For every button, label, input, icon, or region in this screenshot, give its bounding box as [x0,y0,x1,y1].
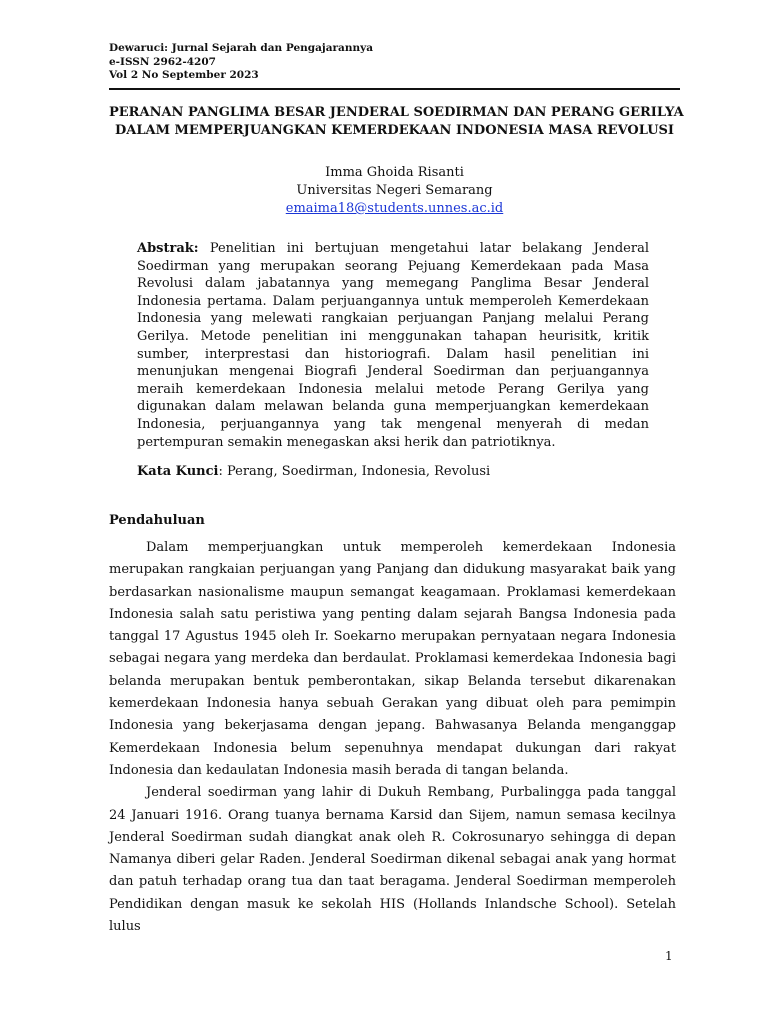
keywords-text: : Perang, Soedirman, Indonesia, Revolusi [218,464,491,479]
author-affiliation: Universitas Negeri Semarang [296,183,493,198]
keywords-label: Kata Kunci [137,464,219,479]
author-name: Imma Ghoida Risanti [325,165,464,180]
keywords [137,463,657,481]
journal-name: Dewaruci: Jurnal Sejarah dan Pengajarannya [109,42,374,54]
section-heading: Pendahuluan [109,513,205,528]
author-block [109,164,680,218]
author-email-link[interactable]: emaima18@students.unnes.ac.id [285,201,504,216]
paper-title [109,104,684,140]
journal-header [109,42,373,83]
paper-title-line-2: DALAM MEMPERJUANGKAN KEMERDEKAAN INDONESIA MASA REVOLUSI [115,123,674,138]
body-paragraph: Dalam memperjuangkan untuk memperoleh kemerdekaan Indonesia merupakan rangkaian perjuangan yang Panjang dan didukung masyarakat baik yang berdasarkan nasionalisme maupun semangat keagamaan. Proklamasi kemerdekaan Indonesia salah satu peristiwa yang penting dalam sejarah Bangsa Indonesia pada tanggal 17 Agustus 1945 oleh Ir. Soekarno merupakan pernyataan negara Indonesia sebagai negara yang merdeka dan berdaulat. Proklamasi kemerdekaa Indonesia bagi belanda merupakan bentuk pemberontakan, sikap Belanda tersebut dikarenakan kemerdekaan Indonesia hanya sebuah Gerakan yang dibuat oleh para pemimpin Indonesia yang bekerjasama dengan jepang. Bahwasanya Belanda menganggap Kemerdekaan Indonesia belum sepenuhnya mendapat dukungan dari rakyat Indonesia dan kedaulatan Indonesia masih berada di tangan belanda. [109,540,676,778]
section-body [109,537,676,938]
journal-volume: Vol 2 No September 2023 [109,69,259,81]
journal-issn: e-ISSN 2962-4207 [109,55,216,68]
paper-title-line-1: PERANAN PANGLIMA BESAR JENDERAL SOEDIRMAN DAN PERANG GERILYA [109,105,684,120]
abstract-text: Penelitian ini bertujuan mengetahui latar belakang Jenderal Soedirman yang merupakan seorang Pejuang Kemerdekaan pada Masa Revolusi dalam jabatannya yang memegang Panglima Besar Jenderal Indonesia pertama. Dalam perjuangannya untuk memperoleh Kemerdekaan Indonesia yang melewati rangkaian perjuangan Panjang melalui Perang Gerilya. Metode penelitian ini menggunakan tahapan heurisitk, kritik sumber, interprestasi dan historiografi. Dalam hasil penelitian ini menunjukan mengenai Biografi Jenderal Soedirman dan perjuangannya meraih kemerdekaan Indonesia melalui metode Perang Gerilya yang digunakan dalam melawan belanda guna memperjuangkan kemerdekaan Indonesia, perjuangannya yang tak mengenal menyerah di medan pertempuran semakin menegaskan aksi herik dan patriotiknya. [137,241,649,450]
page-number: 1 [665,949,673,963]
body-paragraph: Jenderal soedirman yang lahir di Dukuh Rembang, Purbalingga pada tanggal 24 Januari 1916. Orang tuanya bernama Karsid dan Sijem, namun semasa kecilnya Jenderal Soedirman sudah diangkat anak oleh R. Cokrosunaryo sehingga di depan Namanya diberi gelar Raden. Jenderal Soedirman dikenal sebagai anak yang hormat dan patuh terhadap orang tua dan taat beragama. Jenderal Soedirman memperoleh Pendidikan dengan masuk ke sekolah HIS (Hollands Inlandsche School). Setelah lulus [109,785,676,935]
header-rule [109,88,680,90]
abstract-label: Abstrak: [137,241,199,256]
abstract [137,240,649,451]
